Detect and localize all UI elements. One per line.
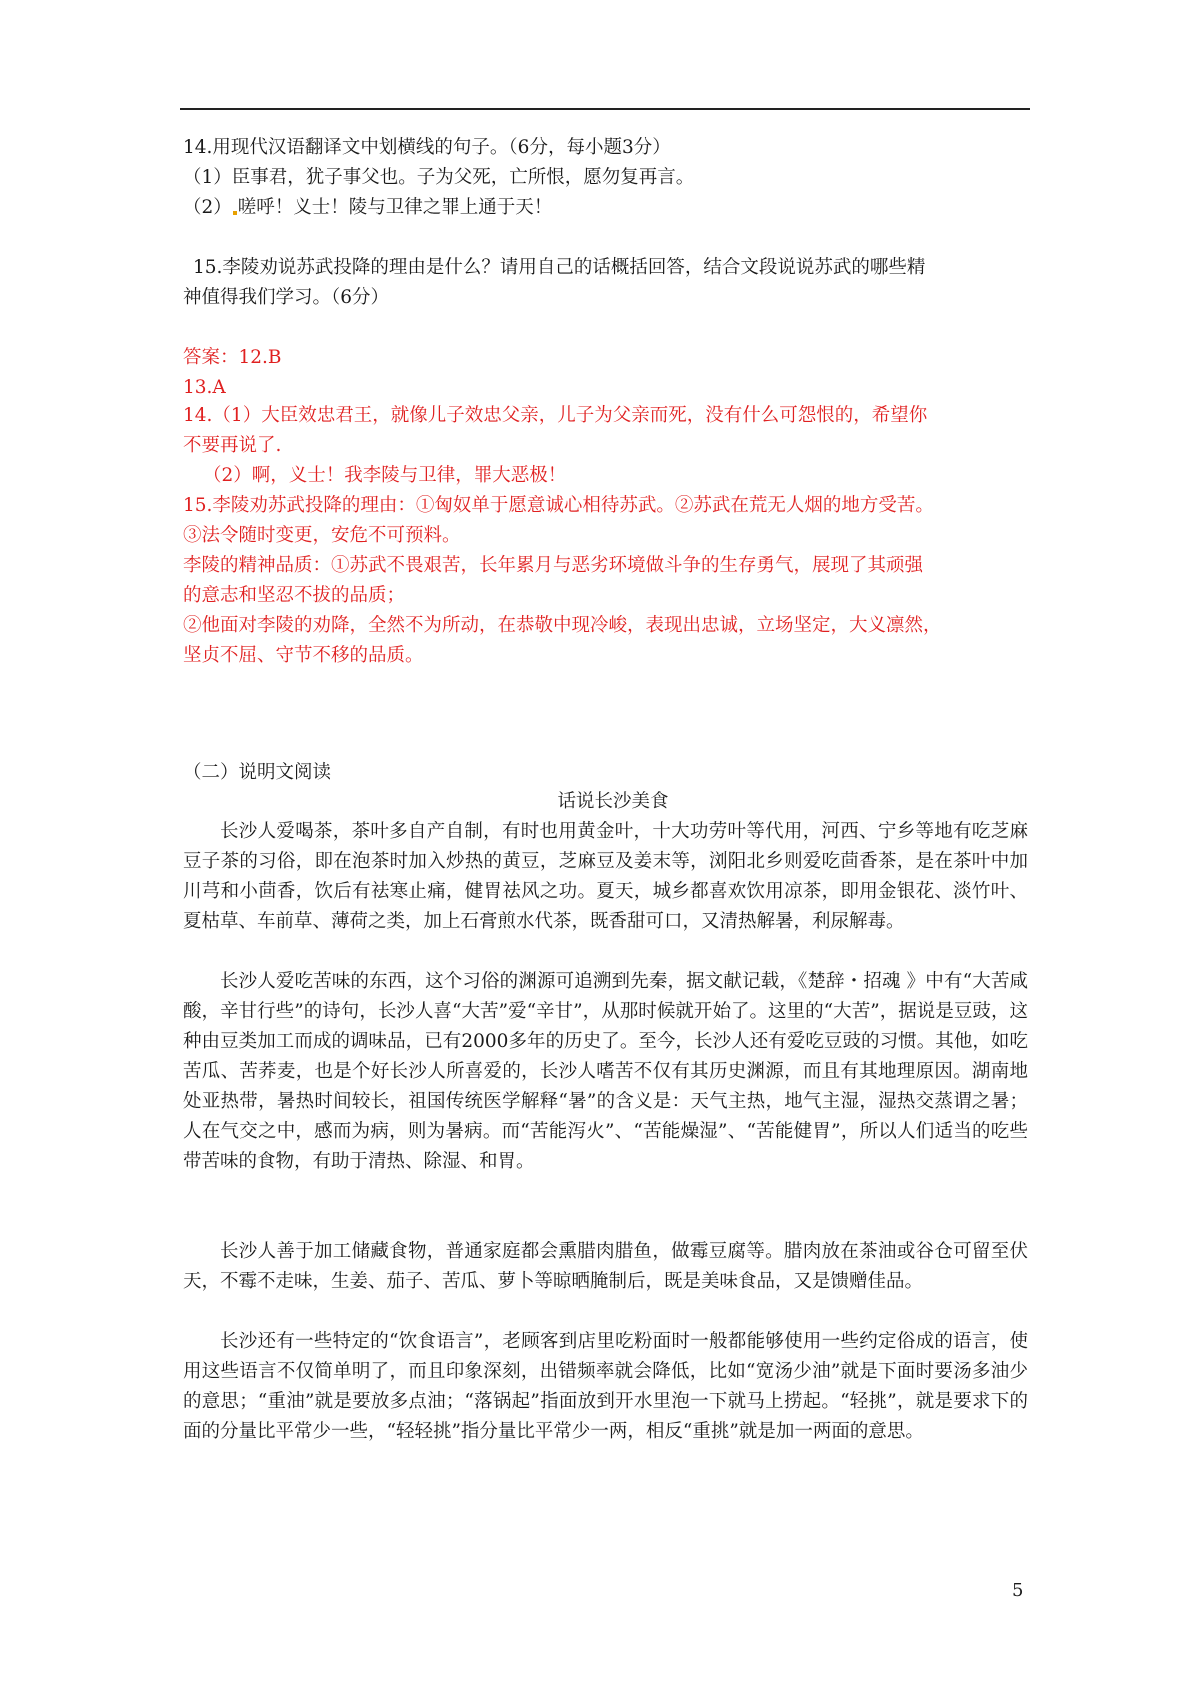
header-rule — [180, 108, 1030, 110]
answer-12: 答案：12.B — [183, 347, 282, 368]
article-paragraph-1: 长沙人爱喝茶，茶叶多自产自制，有时也用黄金叶，十大功劳叶等代用，河西、宁乡等地有吃芝麻豆子茶的习俗，即在泡茶时加入炒热的黄豆，芝麻豆及姜末等，浏阳北乡则爱吃茴香茶，是在茶叶中加川芎和小茴香，饮后有祛寒止痛，健胃祛风之功。夏天，城乡都喜欢饮用凉茶，即用金银花、淡竹叶、夏枯草、车前草、薄荷之类，加上石膏煎水代茶，既香甜可口，又清热解暑，利尿解毒。 — [183, 821, 1028, 932]
article-title: 话说长沙美食 — [557, 791, 669, 812]
question-14-sentence-2-text: 嗟呼！义士！陵与卫律之罪上通于天！ — [237, 197, 553, 218]
answer-15-line-1: 15.李陵劝苏武投降的理由：①匈奴单于愿意诚心相待苏武。②苏武在荒无人烟的地方受苦。 — [183, 495, 934, 516]
article-paragraph-4: 长沙还有一些特定的“饮食语言”，老顾客到店里吃粉面时一般都能够使用一些约定俗成的语言，使用这些语言不仅简单明了，而且印象深刻，出错频率就会降低，比如“宽汤少油”就是下面时要汤多油少的意思；“重油”就是要放多点油；“落锅起”指面放到开水里泡一下就马上捞起。“轻挑”，就是要求下的面的分量比平常少一些，“轻轻挑”指分量比平常少一两，相反“重挑”就是加一两面的意思。 — [183, 1331, 1028, 1442]
article-paragraph-3: 长沙人善于加工储藏食物，普通家庭都会熏腊肉腊鱼，做霉豆腐等。腊肉放在茶油或谷仓可留至伏天，不霉不走味，生姜、茄子、苦瓜、萝卜等晾晒腌制后，既是美味食品，又是馈赠佳品。 — [183, 1241, 1028, 1292]
answer-15-line-2: ③法令随时变更，安危不可预料。 — [183, 525, 461, 546]
answer-14-2: （2）啊，义士！我李陵与卫律，罪大恶极！ — [203, 465, 567, 486]
article-paragraph-2: 长沙人爱吃苦味的东西，这个习俗的渊源可追溯到先秦，据文献记载，《楚辞・招魂 》中有“大苦咸酸，辛甘行些”的诗句，长沙人喜“大苦”爱“辛甘”，从那时候就开始了。这里的“大苦”，据说是豆豉，这种由豆类加工而成的调味品，已有2000多年的历史了。至今，长沙人还有爱吃豆豉的习惯。其他，如吃苦瓜、苦荞麦，也是个好长沙人所喜爱的，长沙人嗜苦不仅有其历史渊源，而且有其地理原因。湖南地处亚热带，暑热时间较长，祖国传统医学解释“暑”的含义是：天气主热，地气主湿，湿热交蒸谓之暑；人在气交之中，感而为病，则为暑病。而“苦能泻火”、“苦能燥湿”、“苦能健胃”，所以人们适当的吃些带苦味的食物，有助于清热、除湿、和胃。 — [183, 971, 1028, 1172]
orange-dot-mark — [233, 211, 237, 215]
spirit-line-1: 李陵的精神品质：①苏武不畏艰苦，长年累月与恶劣环境做斗争的生存勇气，展现了其顽强 — [183, 555, 924, 576]
section-heading: （二）说明文阅读 — [183, 762, 332, 783]
answer-14-1-line-1: 14.（1）大臣效忠君王，就像儿子效忠父亲，儿子为父亲而死，没有什么可怨恨的，希望你 — [183, 405, 928, 426]
answer-14-1-line-2: 不要再说了. — [183, 435, 282, 456]
question-14-sentence-2 — [183, 196, 1043, 220]
question-15-line-2: 神值得我们学习。（6分） — [183, 287, 390, 308]
spirit-line-3: ②他面对李陵的劝降，全然不为所动，在恭敬中现冷峻，表现出忠诚，立场坚定，大义凛然， — [183, 615, 942, 636]
page-number: 5 — [1012, 1580, 1024, 1601]
question-14-prompt: 14.用现代汉语翻译文中划横线的句子。（6分，每小题3分） — [183, 137, 671, 158]
answer-13: 13.A — [183, 377, 226, 398]
question-14-sentence-1: （1）臣事君，犹子事父也。子为父死，亡所恨，愿勿复再言。 — [183, 167, 695, 188]
question-15-line-1: 15.李陵劝说苏武投降的理由是什么？请用自己的话概括回答，结合文段说说苏武的哪些精 — [193, 257, 926, 278]
spirit-line-4: 坚贞不屈、守节不移的品质。 — [183, 645, 424, 666]
question-14-sentence-2-prefix: （2） — [183, 197, 232, 218]
spirit-line-2: 的意志和坚忍不拔的品质； — [183, 585, 406, 606]
